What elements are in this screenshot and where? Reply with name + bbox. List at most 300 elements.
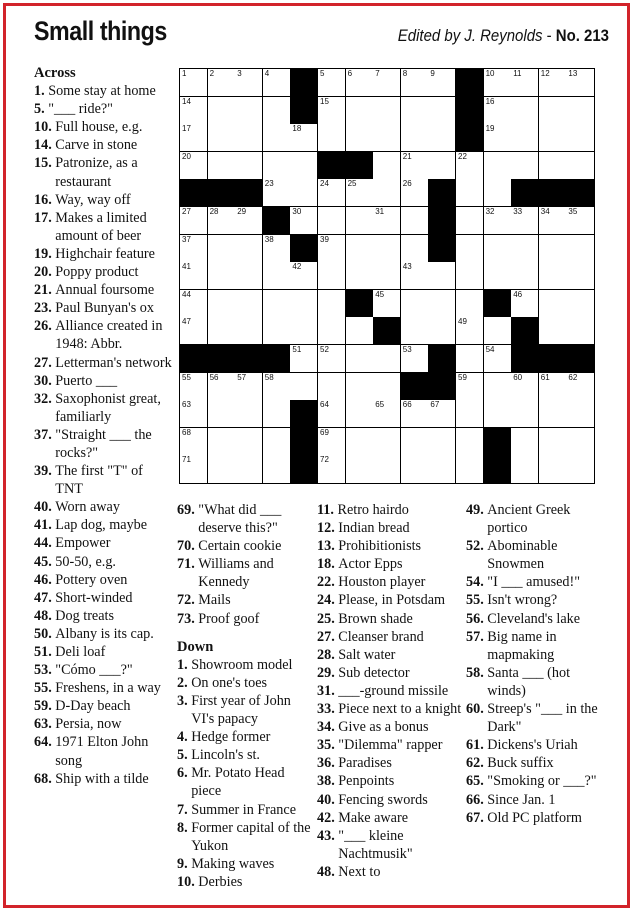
grid-cell[interactable] [346, 207, 374, 235]
grid-cell[interactable] [539, 262, 567, 290]
grid-cell[interactable] [484, 69, 512, 97]
clue[interactable] [317, 772, 465, 790]
grid-cell[interactable] [373, 235, 401, 263]
grid-cell[interactable] [566, 290, 594, 318]
clue-text: "Smoking or ___?" [487, 773, 597, 790]
clue[interactable] [177, 873, 314, 891]
grid-cell[interactable] [566, 207, 594, 235]
clue[interactable] [466, 573, 606, 591]
cell-number: 11 [513, 69, 522, 78]
grid-cell[interactable] [263, 97, 291, 125]
grid-cell[interactable] [511, 290, 539, 318]
grid-cell[interactable] [318, 345, 346, 373]
grid-cell[interactable] [290, 373, 318, 401]
grid-cell[interactable] [401, 262, 429, 290]
clue[interactable] [34, 426, 172, 462]
clue[interactable] [177, 610, 314, 628]
clue[interactable] [317, 736, 465, 754]
clue-number: 35. [317, 737, 339, 754]
clue-text: Sub detector [338, 664, 410, 681]
grid-cell[interactable] [456, 290, 484, 318]
grid-cell[interactable] [373, 69, 401, 97]
grid-cell[interactable] [208, 455, 236, 483]
clue[interactable] [177, 555, 314, 591]
clue[interactable] [34, 733, 172, 769]
grid-cell[interactable] [456, 152, 484, 180]
clue[interactable] [177, 801, 314, 819]
clue[interactable] [34, 607, 172, 625]
grid-cell[interactable] [511, 455, 539, 483]
grid-cell[interactable] [290, 207, 318, 235]
clue[interactable] [317, 591, 465, 609]
grid-cell[interactable] [208, 152, 236, 180]
grid-cell[interactable] [208, 124, 236, 152]
clue-text: Brown shade [338, 610, 413, 627]
grid-cell[interactable] [235, 152, 263, 180]
grid-cell[interactable] [373, 152, 401, 180]
clue[interactable] [34, 553, 172, 571]
grid-cell[interactable] [263, 124, 291, 152]
grid-cell[interactable] [456, 400, 484, 428]
clue[interactable] [466, 628, 606, 664]
grid-cell[interactable] [566, 455, 594, 483]
grid-cell[interactable] [346, 262, 374, 290]
clue[interactable] [34, 715, 172, 733]
grid-cell[interactable] [484, 400, 512, 428]
clue[interactable] [177, 692, 314, 728]
grid-cell[interactable] [263, 152, 291, 180]
grid-cell[interactable] [235, 455, 263, 483]
grid-cell[interactable] [373, 262, 401, 290]
grid-cell[interactable] [566, 235, 594, 263]
grid-cell[interactable] [208, 207, 236, 235]
grid-cell[interactable] [346, 373, 374, 401]
grid-cell[interactable] [180, 317, 208, 345]
clue-number: 21. [34, 282, 56, 299]
grid-cell[interactable] [318, 97, 346, 125]
clue[interactable] [34, 625, 172, 643]
grid-cell[interactable] [180, 124, 208, 152]
clue[interactable] [177, 746, 314, 764]
grid-cell[interactable] [208, 69, 236, 97]
grid-cell[interactable] [373, 290, 401, 318]
grid-cell[interactable] [180, 262, 208, 290]
clue-number: 38. [317, 773, 339, 790]
clue[interactable] [34, 299, 172, 317]
grid-cell[interactable] [208, 290, 236, 318]
clue[interactable] [317, 501, 465, 519]
grid-cell[interactable] [318, 124, 346, 152]
clue-number: 55. [34, 680, 56, 697]
clue[interactable] [34, 390, 172, 426]
grid-cell[interactable] [428, 124, 456, 152]
grid-cell[interactable] [401, 179, 429, 207]
grid-cell[interactable] [208, 97, 236, 125]
grid-cell[interactable] [456, 373, 484, 401]
grid-cell[interactable] [566, 262, 594, 290]
clue[interactable] [317, 682, 465, 700]
grid-cell[interactable] [401, 290, 429, 318]
grid-cell[interactable] [180, 152, 208, 180]
grid-cell[interactable] [484, 235, 512, 263]
clue[interactable] [34, 679, 172, 697]
grid-cell[interactable] [180, 97, 208, 125]
clue[interactable] [466, 591, 606, 609]
clue-text: Mr. Potato Head piece [191, 765, 285, 800]
grid-cell[interactable] [290, 124, 318, 152]
grid-cell[interactable] [539, 428, 567, 456]
grid-cell[interactable] [539, 69, 567, 97]
clue[interactable] [34, 534, 172, 552]
grid-cell[interactable] [373, 400, 401, 428]
grid-cell[interactable] [401, 400, 429, 428]
grid-cell[interactable] [484, 345, 512, 373]
grid-cell[interactable] [373, 373, 401, 401]
clue[interactable] [317, 573, 465, 591]
grid-cell[interactable] [484, 373, 512, 401]
grid-cell[interactable] [235, 262, 263, 290]
grid-cell[interactable] [456, 207, 484, 235]
black-square [290, 428, 318, 456]
clue-number: 69. [177, 502, 199, 518]
grid-cell[interactable] [346, 455, 374, 483]
grid-cell[interactable] [566, 373, 594, 401]
clue[interactable] [34, 697, 172, 715]
grid-cell[interactable] [511, 69, 539, 97]
clue[interactable] [466, 791, 606, 809]
grid-cell[interactable] [484, 152, 512, 180]
grid-cell[interactable] [373, 97, 401, 125]
cell-number: 58 [264, 372, 274, 382]
grid-cell[interactable] [180, 400, 208, 428]
clue[interactable] [34, 589, 172, 607]
grid-cell[interactable] [401, 345, 429, 373]
clue-text: Abominable Snowmen [487, 538, 558, 573]
grid-cell[interactable] [401, 428, 429, 456]
grid-cell[interactable] [456, 179, 484, 207]
grid-cell[interactable] [208, 235, 236, 263]
black-square [539, 345, 567, 373]
grid-cell[interactable] [373, 455, 401, 483]
clue[interactable] [317, 809, 465, 827]
cell-number: 33 [513, 207, 523, 216]
clue[interactable] [34, 643, 172, 661]
grid-cell[interactable] [346, 317, 374, 345]
clue-column-1 [34, 64, 172, 788]
grid-cell[interactable] [566, 400, 594, 428]
grid-cell[interactable] [290, 345, 318, 373]
cell-number: 27 [182, 207, 191, 216]
grid-cell[interactable] [180, 373, 208, 401]
grid-cell[interactable] [428, 455, 456, 483]
grid-cell[interactable] [318, 179, 346, 207]
clue-text: Carve in stone [55, 137, 138, 154]
grid-cell[interactable] [511, 262, 539, 290]
grid-cell[interactable] [456, 317, 484, 345]
clue-text: Salt water [338, 646, 396, 663]
grid-cell[interactable] [263, 69, 291, 97]
grid-cell[interactable] [180, 290, 208, 318]
clue[interactable] [317, 718, 465, 736]
clue[interactable] [466, 664, 606, 700]
grid-cell[interactable] [401, 152, 429, 180]
grid-cell[interactable] [318, 428, 346, 456]
grid-cell[interactable] [263, 235, 291, 263]
grid-cell[interactable] [484, 262, 512, 290]
grid-cell[interactable] [318, 455, 346, 483]
grid-cell[interactable] [401, 69, 429, 97]
grid-cell[interactable] [428, 152, 456, 180]
clue[interactable] [317, 646, 465, 664]
clue-text: Ancient Greek portico [487, 502, 571, 537]
grid-cell[interactable] [318, 207, 346, 235]
grid-cell[interactable] [318, 290, 346, 318]
black-square [263, 345, 291, 373]
clue[interactable] [177, 674, 314, 692]
grid-cell[interactable] [539, 97, 567, 125]
grid-cell[interactable] [263, 428, 291, 456]
clue[interactable] [34, 100, 172, 118]
clue[interactable] [34, 154, 172, 190]
grid-cell[interactable] [511, 152, 539, 180]
grid-cell[interactable] [235, 373, 263, 401]
grid-cell[interactable] [180, 455, 208, 483]
clue[interactable] [466, 754, 606, 772]
clue[interactable] [34, 281, 172, 299]
clue[interactable] [34, 462, 172, 498]
grid-cell[interactable] [318, 235, 346, 263]
clue[interactable] [466, 736, 606, 754]
grid-cell[interactable] [346, 124, 374, 152]
cell-number: 43 [402, 262, 412, 272]
grid-cell[interactable] [401, 97, 429, 125]
grid-cell[interactable] [235, 428, 263, 456]
clue-text: "I ___ amused!" [487, 574, 581, 591]
grid-cell[interactable] [263, 290, 291, 318]
grid-cell[interactable] [456, 428, 484, 456]
clue[interactable] [317, 555, 465, 573]
grid-cell[interactable] [235, 290, 263, 318]
grid-cell[interactable] [290, 152, 318, 180]
grid-cell[interactable] [346, 179, 374, 207]
grid-cell[interactable] [180, 428, 208, 456]
clue[interactable] [317, 791, 465, 809]
grid-cell[interactable] [401, 235, 429, 263]
grid-cell[interactable] [318, 400, 346, 428]
clue[interactable] [466, 610, 606, 628]
grid-cell[interactable] [346, 97, 374, 125]
clue[interactable] [34, 209, 172, 245]
grid-cell[interactable] [235, 124, 263, 152]
grid-cell[interactable] [290, 262, 318, 290]
grid-cell[interactable] [373, 179, 401, 207]
grid-cell[interactable] [511, 235, 539, 263]
grid-cell[interactable] [263, 179, 291, 207]
grid-cell[interactable] [428, 290, 456, 318]
grid-cell[interactable] [511, 97, 539, 125]
clue[interactable] [317, 664, 465, 682]
clue[interactable] [317, 863, 465, 881]
grid-cell[interactable] [263, 373, 291, 401]
clue[interactable] [34, 354, 172, 372]
grid-cell[interactable] [346, 235, 374, 263]
clue[interactable] [34, 516, 172, 534]
clue[interactable] [317, 537, 465, 555]
grid-cell[interactable] [373, 345, 401, 373]
grid-cell[interactable] [401, 455, 429, 483]
grid-cell[interactable] [428, 69, 456, 97]
grid-cell[interactable] [539, 455, 567, 483]
grid-cell[interactable] [511, 124, 539, 152]
clue[interactable] [34, 82, 172, 100]
clue-text: Alliance created in 1948: Abbr. [55, 318, 163, 353]
grid-cell[interactable] [263, 455, 291, 483]
grid-cell[interactable] [235, 207, 263, 235]
grid-cell[interactable] [511, 207, 539, 235]
grid-cell[interactable] [318, 317, 346, 345]
grid-cell[interactable] [566, 152, 594, 180]
grid-cell[interactable] [539, 152, 567, 180]
clue[interactable] [34, 317, 172, 353]
clue[interactable] [466, 772, 606, 790]
grid-cell[interactable] [511, 373, 539, 401]
grid-cell[interactable] [290, 290, 318, 318]
grid-cell[interactable] [566, 124, 594, 152]
grid-cell[interactable] [373, 124, 401, 152]
clue[interactable] [34, 191, 172, 209]
grid-cell[interactable] [180, 69, 208, 97]
grid-cell[interactable] [235, 400, 263, 428]
grid-cell[interactable] [539, 290, 567, 318]
clue[interactable] [177, 728, 314, 746]
clue[interactable] [177, 855, 314, 873]
cell-number: 68 [182, 427, 191, 437]
clue[interactable] [317, 610, 465, 628]
clue[interactable] [34, 245, 172, 263]
grid-cell[interactable] [539, 400, 567, 428]
grid-cell[interactable] [428, 400, 456, 428]
grid-cell[interactable] [290, 179, 318, 207]
grid-cell[interactable] [401, 124, 429, 152]
grid-cell[interactable] [346, 69, 374, 97]
clue[interactable] [34, 118, 172, 136]
grid-cell[interactable] [566, 97, 594, 125]
grid-cell[interactable] [511, 428, 539, 456]
clue[interactable] [466, 700, 606, 736]
clue[interactable] [317, 519, 465, 537]
clue[interactable] [177, 819, 314, 855]
grid-cell[interactable] [566, 69, 594, 97]
grid-cell[interactable] [208, 428, 236, 456]
grid-cell[interactable] [346, 400, 374, 428]
clue[interactable] [466, 537, 606, 573]
grid-cell[interactable] [208, 373, 236, 401]
grid-cell[interactable] [428, 97, 456, 125]
grid-cell[interactable] [566, 317, 594, 345]
grid-cell[interactable] [180, 207, 208, 235]
clue[interactable] [466, 809, 606, 827]
grid-cell[interactable] [484, 179, 512, 207]
clue[interactable] [317, 827, 465, 863]
black-square [566, 345, 594, 373]
grid-cell[interactable] [346, 345, 374, 373]
grid-cell[interactable] [539, 124, 567, 152]
clue[interactable] [177, 501, 314, 537]
grid-cell[interactable] [208, 262, 236, 290]
grid-cell[interactable] [539, 207, 567, 235]
grid-cell[interactable] [428, 428, 456, 456]
clue[interactable] [34, 571, 172, 589]
clue[interactable] [317, 628, 465, 646]
grid-cell[interactable] [318, 69, 346, 97]
clue[interactable] [466, 501, 606, 537]
grid-cell[interactable] [235, 97, 263, 125]
grid-cell[interactable] [263, 317, 291, 345]
clue[interactable] [317, 700, 465, 718]
grid-cell[interactable] [456, 235, 484, 263]
clue-number: 37. [34, 426, 56, 443]
grid-cell[interactable] [484, 317, 512, 345]
grid-cell[interactable] [456, 455, 484, 483]
clue[interactable] [177, 764, 314, 800]
clue-number: 72. [177, 592, 199, 609]
grid-cell[interactable] [235, 69, 263, 97]
clue[interactable] [177, 656, 314, 674]
grid-cell[interactable] [263, 262, 291, 290]
grid-cell[interactable] [428, 317, 456, 345]
grid-cell[interactable] [484, 124, 512, 152]
grid-cell[interactable] [539, 317, 567, 345]
grid-cell[interactable] [539, 235, 567, 263]
grid-cell[interactable] [456, 262, 484, 290]
grid-cell[interactable] [290, 317, 318, 345]
grid-cell[interactable] [456, 345, 484, 373]
clue[interactable] [34, 372, 172, 390]
clue[interactable] [34, 498, 172, 516]
grid-cell[interactable] [484, 207, 512, 235]
clue[interactable] [34, 136, 172, 154]
grid-cell[interactable] [318, 373, 346, 401]
grid-cell[interactable] [180, 235, 208, 263]
grid-cell[interactable] [346, 428, 374, 456]
clue[interactable] [177, 591, 314, 609]
clue[interactable] [317, 754, 465, 772]
grid-cell[interactable] [208, 400, 236, 428]
clue[interactable] [177, 537, 314, 555]
clue[interactable] [34, 263, 172, 281]
clue[interactable] [34, 661, 172, 679]
clue-text: Some stay at home [48, 83, 156, 100]
grid-cell[interactable] [373, 428, 401, 456]
grid-cell[interactable] [401, 317, 429, 345]
grid-cell[interactable] [235, 235, 263, 263]
grid-cell[interactable] [235, 317, 263, 345]
grid-cell[interactable] [511, 400, 539, 428]
grid-cell[interactable] [539, 373, 567, 401]
grid-cell[interactable] [263, 400, 291, 428]
clue[interactable] [34, 770, 172, 788]
grid-cell[interactable] [401, 207, 429, 235]
clue-text: Houston player [338, 574, 426, 591]
grid-cell[interactable] [566, 428, 594, 456]
grid-cell[interactable] [373, 207, 401, 235]
grid-cell[interactable] [318, 262, 346, 290]
clue-column-2 [177, 501, 314, 891]
grid-cell[interactable] [484, 97, 512, 125]
grid-cell[interactable] [208, 317, 236, 345]
clue-number: 3. [177, 692, 192, 709]
grid-cell[interactable] [428, 262, 456, 290]
